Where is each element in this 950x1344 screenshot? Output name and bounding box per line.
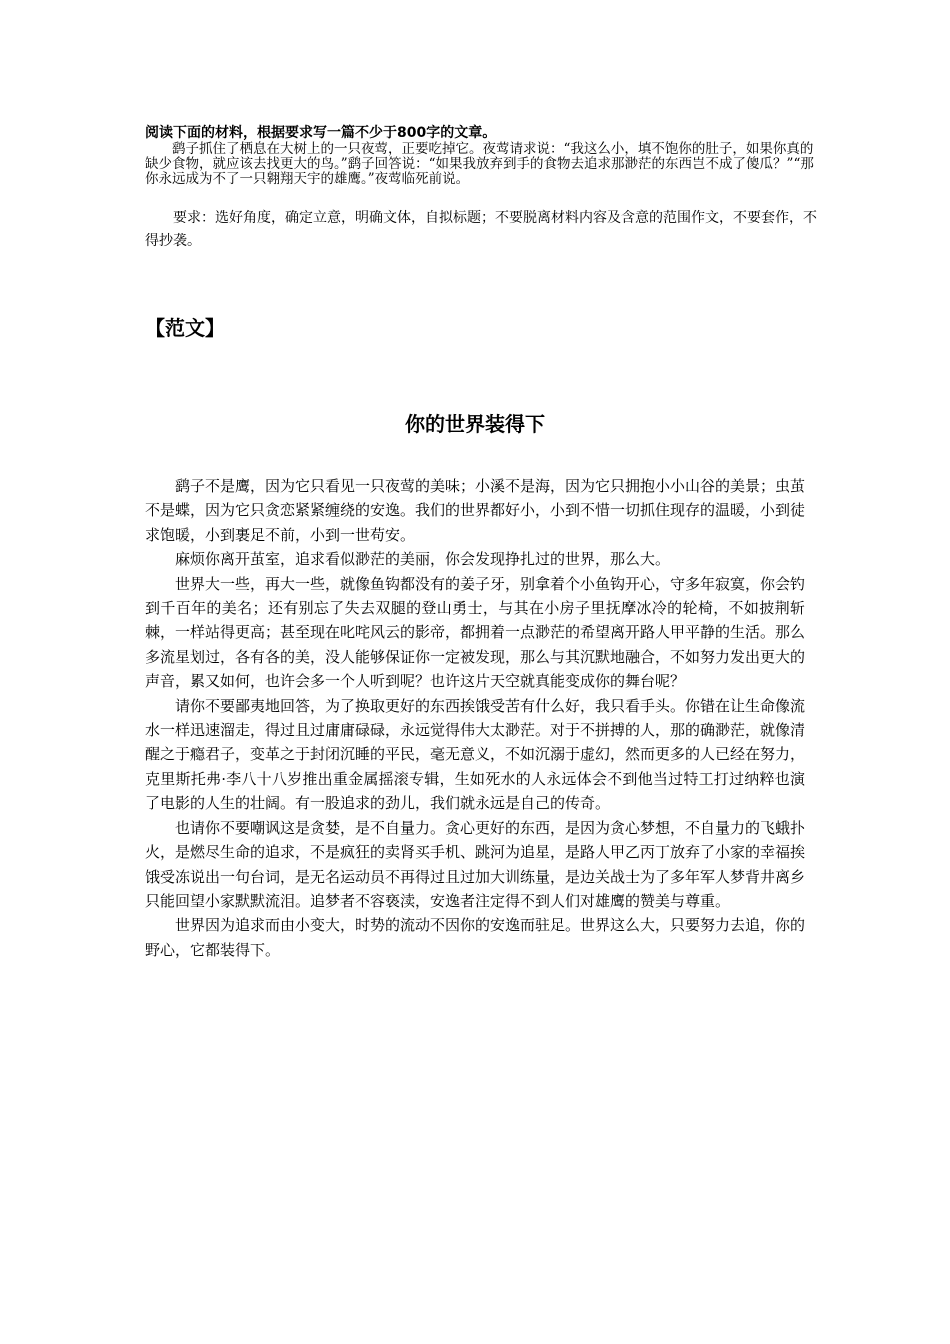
prompt-requirement: 要求：选好角度，确定立意，明确文体，自拟标题；不要脱离材料内容及含意的范围作文，不要套作，不得抄袭。 [145,210,817,249]
essay-paragraph: 也请你不要嘲讽这是贪婪，是不自量力。贪心更好的东西，是因为贪心梦想，不自量力的飞蛾扑火，是燃尽生命的追求，不是疯狂的卖肾买手机、跳河为追星，是路人甲乙丙丁放弃了小家的幸福挨饿受冻说出一句台词，是无名运动员不再得过且过加大训练量，是边关战士为了多年军人梦背井离乡只能回望小家默默流泪。追梦者不容亵渎，安逸者注定得不到人们对雄鹰的赞美与尊重。 [145,818,806,910]
essay-paragraph: 鹞子不是鹰，因为它只看见一只夜莺的美味；小溪不是海，因为它只拥抱小小山谷的美景；虫茧不是蝶，因为它只贪恋紧紧缠绕的安逸。我们的世界都好小，小到不惜一切抓住现存的温暖，小到徒求饱暖，小到裹足不前，小到一世苟安。 [145,477,806,544]
essay-paragraph: 请你不要鄙夷地回答，为了换取更好的东西挨饿受苦有什么好，我只看手头。你错在让生命像流水一样迅速溜走，得过且过庸庸碌碌，永远觉得伟大太渺茫。对于不拼搏的人，那的确渺茫，就像清醒之于瘾君子，变革之于封闭沉睡的平民，毫无意义，不如沉溺于虚幻，然而更多的人已经在努力，克里斯托弗·李八十八岁推出重金属摇滚专辑，生如死水的人永远体会不到他当过特工打过纳粹也演了电影的人生的壮阔。有一股追求的劲儿，我们就永远是自己的传奇。 [145,696,806,813]
essay-paragraph: 世界因为追求而由小变大，时势的流动不因你的安逸而驻足。世界这么大，只要努力去追，你的野心，它都装得下。 [145,916,806,959]
essay-body [145,474,805,962]
essay-title: 你的世界装得下 [405,412,545,436]
essay-paragraph: 世界大一些，再大一些，就像鱼钩都没有的姜子牙，别拿着个小鱼钩开心，守多年寂寞，你会钓到千百年的美名；还有别忘了失去双腿的登山勇士，与其在小房子里抚摩冰冷的轮椅，不如披荆斩棘，一样站得更高；甚至现在叱咤风云的影帝，都拥着一点渺茫的希望离开路人甲平静的生活。那么多流星划过，各有各的美，没人能够保证你一定被发现，那么与其沉默地融合，不如努力发出更大的声音，累又如何，也许会多一个人听到呢？也许这片天空就真能变成你的舞台呢？ [145,574,806,691]
prompt-heading: 阅读下面的材料，根据要求写一篇不少于800字的文章。 [145,125,497,141]
prompt-material-text: 鹞子抓住了栖息在大树上的一只夜莺，正要吃掉它。夜莺请求说：“我这么小，填不饱你的肚子，如果你真的缺少食物，就应该去找更大的鸟。”鹞子回答说：“如果我放弃到手的食物去追求那渺茫的东西岂不成了傻瓜？”“那你永远成为不了一只翱翔天宇的雄鹰。”夜莺临死前说。 [145,141,814,187]
essay-paragraph: 麻烦你离开茧室，追求看似渺茫的美丽，你会发现挣扎过的世界，那么大。 [175,550,671,569]
section-label: 【范文】 [145,316,225,340]
prompt-material [145,142,820,187]
